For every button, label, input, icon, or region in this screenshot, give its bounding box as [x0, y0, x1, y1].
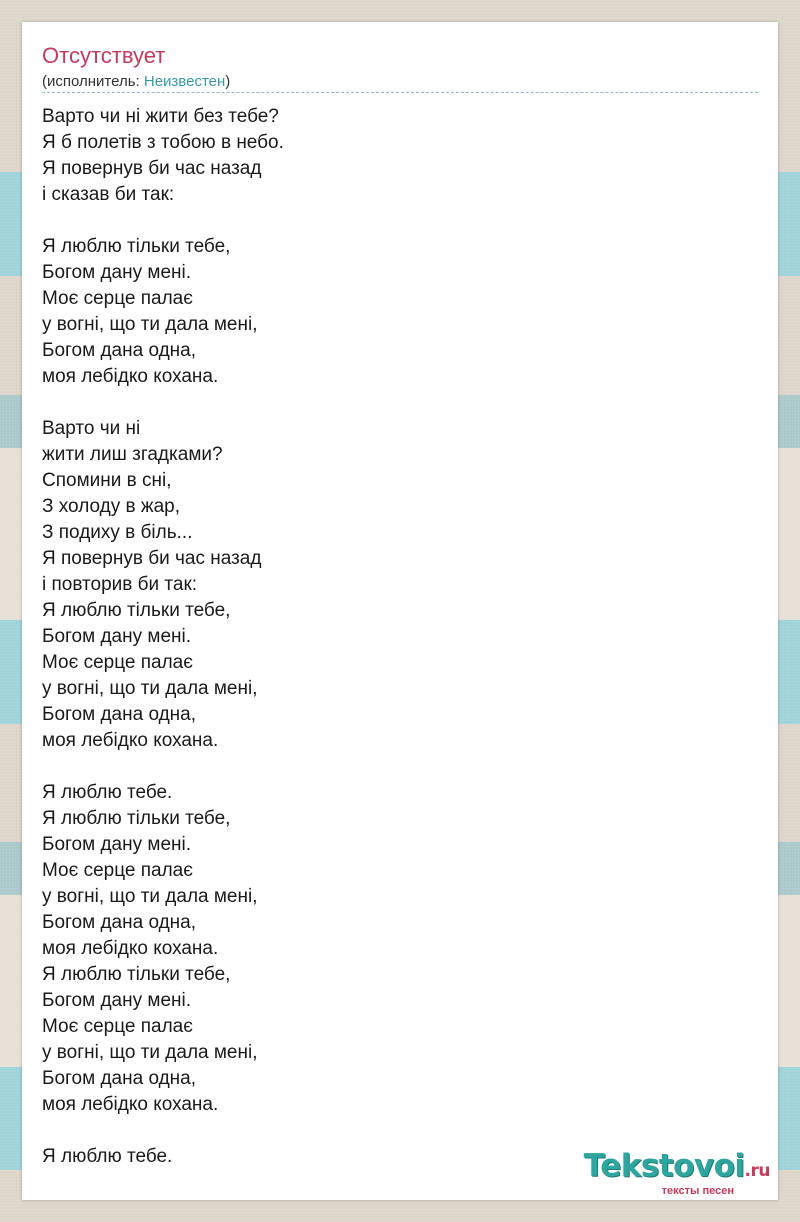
lyric-line: і повторив би так: [42, 574, 198, 595]
lyric-line: Моє серце палає [42, 652, 193, 673]
lyric-line: моя лебідко кохана. [42, 730, 219, 751]
stanza-break [42, 1118, 284, 1144]
lyric-line: і сказав би так: [42, 184, 175, 205]
lyric-line: у вогні, що ти дала мені, [42, 678, 258, 699]
lyric-line: Я повернув би час назад [42, 158, 262, 179]
artist-suffix: ) [225, 73, 231, 90]
title-divider [42, 92, 758, 93]
lyric-line: Богом дану мені. [42, 990, 192, 1011]
logo-tld: .ru [744, 1161, 770, 1181]
lyric-line: Богом дана одна, [42, 340, 197, 361]
lyric-line: З холоду в жар, [42, 496, 181, 517]
lyric-line: Я люблю тільки тебе, [42, 600, 231, 621]
lyric-line: Моє серце палає [42, 288, 193, 309]
lyric-line: Я повернув би час назад [42, 548, 262, 569]
artist-prefix: (исполнитель: [42, 73, 144, 90]
lyric-line: Я люблю тільки тебе, [42, 808, 231, 829]
lyric-line: у вогні, що ти дала мені, [42, 314, 258, 335]
lyric-line: Варто чи ні жити без тебе? [42, 106, 279, 127]
stanza-break [42, 390, 284, 416]
lyrics-card [22, 22, 778, 1200]
lyric-line: Я люблю тебе. [42, 1146, 173, 1167]
lyric-line: Богом дана одна, [42, 704, 197, 725]
stanza-break [42, 754, 284, 780]
lyric-line: Моє серце палає [42, 1016, 193, 1037]
lyric-line: Моє серце палає [42, 860, 193, 881]
lyric-line: Я люблю тільки тебе, [42, 964, 231, 985]
stanza-break [42, 208, 284, 234]
logo-tagline: тексты песен [661, 1185, 734, 1197]
lyric-line: Богом дана одна, [42, 1068, 197, 1089]
lyric-line: Варто чи ні [42, 418, 141, 439]
artist-line [42, 73, 230, 90]
artist-link[interactable]: Неизвестен [143, 73, 226, 90]
lyric-line: Я люблю тільки тебе, [42, 236, 231, 257]
lyric-line: моя лебідко кохана. [42, 366, 219, 387]
lyric-line: Спомини в сні, [42, 470, 172, 491]
lyric-line: Богом дану мені. [42, 262, 192, 283]
lyric-line: Богом дану мені. [42, 626, 192, 647]
lyric-line: у вогні, що ти дала мені, [42, 886, 258, 907]
lyric-line: З подиху в біль... [42, 522, 193, 543]
lyric-line: жити лиш згадками? [42, 444, 223, 465]
logo-name: Tekstovoi [583, 1148, 745, 1184]
lyric-line: Богом дану мені. [42, 834, 192, 855]
lyric-line: моя лебідко кохана. [42, 938, 219, 959]
song-title: Отсутствует [42, 43, 166, 68]
lyric-line: у вогні, що ти дала мені, [42, 1042, 258, 1063]
lyric-line: Я люблю тебе. [42, 782, 173, 803]
lyric-line: Богом дана одна, [42, 912, 197, 933]
lyric-line: Я б полетів з тобою в небо. [42, 132, 284, 153]
lyric-line: моя лебідко кохана. [42, 1094, 219, 1115]
lyrics-text [42, 104, 284, 1170]
site-logo[interactable] [584, 1150, 770, 1197]
